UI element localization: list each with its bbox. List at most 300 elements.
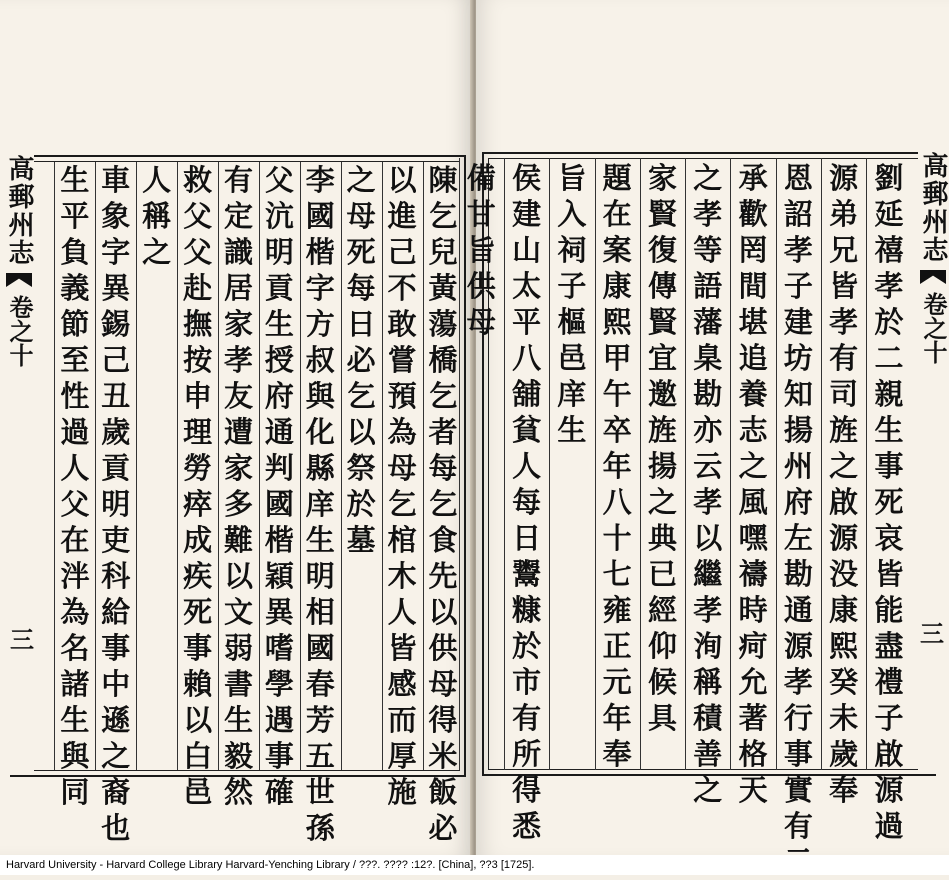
character: 庠 bbox=[557, 377, 587, 411]
juan-label: 卷之十 bbox=[919, 292, 948, 364]
character: 邑 bbox=[557, 341, 587, 375]
character: 異 bbox=[101, 271, 131, 305]
character: 哀 bbox=[874, 521, 904, 555]
character: 有 bbox=[223, 163, 253, 197]
character: 入 bbox=[557, 197, 587, 231]
character: 母 bbox=[428, 667, 458, 701]
character: 旌 bbox=[829, 413, 859, 447]
text-column bbox=[870, 160, 908, 843]
character: 能 bbox=[874, 593, 904, 627]
character: 勞 bbox=[183, 451, 213, 485]
character: 午 bbox=[602, 377, 632, 411]
character: 過 bbox=[60, 415, 90, 449]
character: 之 bbox=[693, 161, 723, 195]
character: 有 bbox=[512, 701, 542, 735]
character: 事 bbox=[783, 737, 813, 771]
character: 祭 bbox=[346, 451, 376, 485]
character: 乞 bbox=[428, 487, 458, 521]
character: 國 bbox=[305, 631, 335, 665]
character: 識 bbox=[223, 235, 253, 269]
character: 稱 bbox=[693, 665, 723, 699]
character: 未 bbox=[829, 701, 859, 735]
book-title: 高郵州志 bbox=[4, 155, 34, 267]
character: 揚 bbox=[647, 449, 677, 483]
character: 書 bbox=[223, 667, 253, 701]
character: 旨 bbox=[466, 233, 496, 267]
character: 中 bbox=[101, 667, 131, 701]
library-credit-footer: Harvard University - Harvard College Library Harvard-Yenching Library / ???. ???? :12?. [China], ??3 [1725]. bbox=[0, 855, 949, 875]
character: 旨 bbox=[557, 161, 587, 195]
character: 明 bbox=[264, 235, 294, 269]
character: 七 bbox=[602, 557, 632, 591]
character: 仰 bbox=[647, 629, 677, 663]
column-rule bbox=[259, 162, 260, 770]
character: 母 bbox=[387, 451, 417, 485]
text-column bbox=[508, 160, 546, 843]
text-column bbox=[138, 162, 176, 762]
column-rule bbox=[685, 158, 686, 770]
character: 恩 bbox=[783, 161, 813, 195]
character: 名 bbox=[60, 631, 90, 665]
character: 得 bbox=[428, 703, 458, 737]
text-column bbox=[97, 162, 135, 845]
character: 之 bbox=[829, 449, 859, 483]
character: 格 bbox=[738, 737, 768, 771]
column-rule bbox=[136, 162, 137, 770]
text-column bbox=[689, 160, 727, 807]
character: 源 bbox=[783, 629, 813, 663]
character: 實 bbox=[783, 773, 813, 807]
character: 以 bbox=[183, 703, 213, 737]
character: 確 bbox=[264, 775, 294, 809]
character: 孝 bbox=[693, 197, 723, 231]
character: 嗜 bbox=[264, 631, 294, 665]
character: 多 bbox=[223, 487, 253, 521]
character: 在 bbox=[60, 523, 90, 557]
character: 楷 bbox=[305, 235, 335, 269]
character: 具 bbox=[647, 701, 677, 735]
character: 嘿 bbox=[738, 521, 768, 555]
character: 黃 bbox=[428, 271, 458, 305]
character: 與 bbox=[60, 739, 90, 773]
character: 以 bbox=[693, 521, 723, 555]
character: 勘 bbox=[693, 377, 723, 411]
character: 敢 bbox=[387, 307, 417, 341]
column-rule bbox=[218, 162, 219, 770]
character: 熙 bbox=[829, 629, 859, 663]
character: 難 bbox=[223, 523, 253, 557]
character: 乞 bbox=[428, 199, 458, 233]
character: 奉 bbox=[602, 737, 632, 771]
character: 之 bbox=[693, 773, 723, 807]
character: 亦 bbox=[693, 413, 723, 447]
character: 救 bbox=[183, 163, 213, 197]
character: 啟 bbox=[874, 737, 904, 771]
text-column bbox=[260, 162, 298, 809]
character: 時 bbox=[738, 593, 768, 627]
character: 父 bbox=[264, 163, 294, 197]
character: 語 bbox=[693, 269, 723, 303]
character: 十 bbox=[602, 521, 632, 555]
character: 臬 bbox=[693, 341, 723, 375]
character: 先 bbox=[428, 559, 458, 593]
character: 事 bbox=[183, 631, 213, 665]
character: 乞 bbox=[346, 379, 376, 413]
character: 過 bbox=[874, 809, 904, 843]
character: 赴 bbox=[183, 271, 213, 305]
character: 之 bbox=[738, 449, 768, 483]
character: 米 bbox=[428, 739, 458, 773]
character: 賢 bbox=[647, 305, 677, 339]
character: 己 bbox=[101, 343, 131, 377]
character: 風 bbox=[738, 485, 768, 519]
character: 已 bbox=[647, 557, 677, 591]
character: 父 bbox=[60, 487, 90, 521]
character: 平 bbox=[512, 305, 542, 339]
character: 養 bbox=[738, 377, 768, 411]
character: 家 bbox=[223, 451, 253, 485]
column-rule bbox=[54, 162, 55, 770]
character: 元 bbox=[602, 665, 632, 699]
character: 義 bbox=[60, 271, 90, 305]
character: 樞 bbox=[557, 305, 587, 339]
column-rule bbox=[382, 162, 383, 770]
column-rule bbox=[730, 158, 731, 770]
character: 學 bbox=[264, 667, 294, 701]
character: 復 bbox=[647, 233, 677, 267]
character: 等 bbox=[693, 233, 723, 267]
column-rule bbox=[776, 158, 777, 770]
column-rule bbox=[300, 162, 301, 770]
character: 孫 bbox=[305, 811, 335, 845]
character: 然 bbox=[223, 775, 253, 809]
character: 知 bbox=[783, 377, 813, 411]
character: 宜 bbox=[647, 341, 677, 375]
character: 家 bbox=[647, 161, 677, 195]
character: 卒 bbox=[602, 413, 632, 447]
character: 橋 bbox=[428, 343, 458, 377]
character: 邀 bbox=[647, 377, 677, 411]
text-column bbox=[779, 160, 817, 843]
character: 供 bbox=[428, 631, 458, 665]
character: 給 bbox=[101, 595, 131, 629]
character: 李 bbox=[305, 163, 335, 197]
character: 甲 bbox=[602, 341, 632, 375]
character: 傳 bbox=[647, 269, 677, 303]
character: 白 bbox=[183, 739, 213, 773]
character: 吏 bbox=[101, 523, 131, 557]
character: 穎 bbox=[264, 559, 294, 593]
text-column bbox=[825, 160, 863, 807]
character: 父 bbox=[183, 235, 213, 269]
character: 山 bbox=[512, 233, 542, 267]
character: 必 bbox=[346, 343, 376, 377]
character: 進 bbox=[387, 199, 417, 233]
book-title: 高郵州志 bbox=[918, 152, 948, 264]
column-rule bbox=[549, 158, 550, 770]
character: 經 bbox=[647, 593, 677, 627]
character: 糠 bbox=[512, 593, 542, 627]
character: 乞 bbox=[428, 379, 458, 413]
character: 孝 bbox=[693, 485, 723, 519]
character: 源 bbox=[829, 521, 859, 555]
text-column bbox=[220, 162, 258, 809]
character: 己 bbox=[387, 235, 417, 269]
character: 木 bbox=[387, 559, 417, 593]
character: 生 bbox=[264, 307, 294, 341]
character: 貢 bbox=[264, 271, 294, 305]
character: 人 bbox=[142, 163, 172, 197]
character: 於 bbox=[512, 629, 542, 663]
character: 者 bbox=[428, 415, 458, 449]
character: 理 bbox=[183, 415, 213, 449]
character: 得 bbox=[512, 773, 542, 807]
character: 飯 bbox=[428, 775, 458, 809]
character: 厚 bbox=[387, 739, 417, 773]
character: 撫 bbox=[183, 307, 213, 341]
text-column bbox=[553, 160, 591, 760]
character: 盡 bbox=[874, 629, 904, 663]
character: 子 bbox=[783, 269, 813, 303]
character: 源 bbox=[829, 161, 859, 195]
character: 旌 bbox=[647, 413, 677, 447]
character: 春 bbox=[305, 667, 335, 701]
character: 貢 bbox=[101, 451, 131, 485]
character: 節 bbox=[60, 307, 90, 341]
character: 母 bbox=[346, 199, 376, 233]
character: 遇 bbox=[264, 703, 294, 737]
character: 没 bbox=[829, 557, 859, 591]
character: 性 bbox=[60, 379, 90, 413]
character: 錫 bbox=[101, 307, 131, 341]
character: 之 bbox=[647, 485, 677, 519]
character: 之 bbox=[346, 163, 376, 197]
character: 奉 bbox=[829, 773, 859, 807]
character: 善 bbox=[693, 737, 723, 771]
character: 化 bbox=[305, 415, 335, 449]
text-column bbox=[598, 160, 636, 771]
character: 按 bbox=[183, 343, 213, 377]
character: 賴 bbox=[183, 667, 213, 701]
character: 熙 bbox=[602, 305, 632, 339]
character: 生 bbox=[223, 703, 253, 737]
character: 孝 bbox=[783, 233, 813, 267]
character: 府 bbox=[783, 485, 813, 519]
character: 事 bbox=[101, 631, 131, 665]
character: 母 bbox=[466, 305, 496, 339]
character: 國 bbox=[305, 199, 335, 233]
character: 侯 bbox=[512, 161, 542, 195]
character: 泮 bbox=[60, 559, 90, 593]
character: 備 bbox=[466, 161, 496, 195]
column-rule bbox=[341, 162, 342, 770]
character: 悉 bbox=[512, 809, 542, 843]
character: 弟 bbox=[829, 197, 859, 231]
character: 建 bbox=[783, 305, 813, 339]
character: 歲 bbox=[101, 415, 131, 449]
character: 文 bbox=[223, 595, 253, 629]
character: 遜 bbox=[101, 703, 131, 737]
character: 至 bbox=[60, 343, 90, 377]
character: 友 bbox=[223, 379, 253, 413]
character: 康 bbox=[829, 593, 859, 627]
text-column bbox=[462, 160, 500, 760]
character: 稱 bbox=[142, 199, 172, 233]
character: 揚 bbox=[783, 413, 813, 447]
character: 生 bbox=[60, 703, 90, 737]
character: 施 bbox=[387, 775, 417, 809]
character: 甘 bbox=[466, 197, 496, 231]
text-column bbox=[301, 162, 339, 845]
character: 之 bbox=[101, 739, 131, 773]
character: 通 bbox=[783, 593, 813, 627]
character: 洵 bbox=[693, 629, 723, 663]
character: 每 bbox=[346, 271, 376, 305]
character: 題 bbox=[602, 161, 632, 195]
character: 追 bbox=[738, 341, 768, 375]
character: 二 bbox=[874, 341, 904, 375]
character: 異 bbox=[264, 595, 294, 629]
character: 成 bbox=[183, 523, 213, 557]
character: 案 bbox=[602, 233, 632, 267]
character: 嘗 bbox=[387, 343, 417, 377]
character: 建 bbox=[512, 197, 542, 231]
character: 雍 bbox=[602, 593, 632, 627]
character: 感 bbox=[387, 667, 417, 701]
character: 相 bbox=[305, 595, 335, 629]
character: 舖 bbox=[512, 377, 542, 411]
character: 疴 bbox=[738, 629, 768, 663]
character: 典 bbox=[647, 521, 677, 555]
character: 候 bbox=[647, 665, 677, 699]
character: 貧 bbox=[512, 413, 542, 447]
character: 五 bbox=[305, 739, 335, 773]
character: 疾 bbox=[183, 559, 213, 593]
character: 每 bbox=[428, 451, 458, 485]
character: 生 bbox=[557, 413, 587, 447]
character: 親 bbox=[874, 377, 904, 411]
character: 明 bbox=[305, 559, 335, 593]
character: 為 bbox=[387, 415, 417, 449]
character: 蕩 bbox=[428, 307, 458, 341]
character: 源 bbox=[874, 773, 904, 807]
character: 沆 bbox=[264, 199, 294, 233]
character: 子 bbox=[557, 269, 587, 303]
character: 有 bbox=[783, 809, 813, 843]
character: 每 bbox=[512, 485, 542, 519]
text-column bbox=[383, 162, 421, 809]
character: 為 bbox=[60, 595, 90, 629]
character: 弱 bbox=[223, 631, 253, 665]
character: 以 bbox=[223, 559, 253, 593]
character: 所 bbox=[512, 737, 542, 771]
character: 丑 bbox=[101, 379, 131, 413]
character: 禧 bbox=[874, 233, 904, 267]
character: 負 bbox=[60, 235, 90, 269]
character: 科 bbox=[101, 559, 131, 593]
character: 事 bbox=[874, 449, 904, 483]
character: 藩 bbox=[693, 305, 723, 339]
juan-label: 卷之十 bbox=[5, 295, 34, 367]
character: 兒 bbox=[428, 235, 458, 269]
character: 繼 bbox=[693, 557, 723, 591]
character: 志 bbox=[738, 413, 768, 447]
character: 字 bbox=[101, 235, 131, 269]
character: 劉 bbox=[874, 161, 904, 195]
character: 延 bbox=[874, 197, 904, 231]
character: 居 bbox=[223, 271, 253, 305]
character: 通 bbox=[264, 415, 294, 449]
character: 裔 bbox=[101, 775, 131, 809]
character: 日 bbox=[346, 307, 376, 341]
column-rule bbox=[177, 162, 178, 770]
character: 允 bbox=[738, 665, 768, 699]
character: 預 bbox=[387, 379, 417, 413]
character: 生 bbox=[874, 413, 904, 447]
column-rule bbox=[504, 158, 505, 770]
character: 賢 bbox=[647, 197, 677, 231]
character: 與 bbox=[305, 379, 335, 413]
character: 著 bbox=[738, 701, 768, 735]
character: 子 bbox=[874, 701, 904, 735]
character: 生 bbox=[305, 523, 335, 557]
column-rule bbox=[595, 158, 596, 770]
character: 毅 bbox=[223, 739, 253, 773]
character: 陳 bbox=[428, 163, 458, 197]
character: 判 bbox=[264, 451, 294, 485]
character: 太 bbox=[512, 269, 542, 303]
character: 而 bbox=[387, 703, 417, 737]
column-rule bbox=[640, 158, 641, 770]
text-column bbox=[424, 162, 462, 845]
character: 也 bbox=[101, 811, 131, 845]
character: 云 bbox=[693, 449, 723, 483]
character: 人 bbox=[512, 449, 542, 483]
character: 乞 bbox=[387, 487, 417, 521]
character: 供 bbox=[466, 269, 496, 303]
character: 不 bbox=[387, 271, 417, 305]
text-column bbox=[644, 160, 682, 760]
character: 定 bbox=[223, 199, 253, 233]
character: 兄 bbox=[829, 233, 859, 267]
character: 禱 bbox=[738, 557, 768, 591]
character: 生 bbox=[60, 163, 90, 197]
character: 象 bbox=[101, 199, 131, 233]
character: 詔 bbox=[783, 197, 813, 231]
character: 孝 bbox=[874, 269, 904, 303]
character: 有 bbox=[829, 341, 859, 375]
character: 死 bbox=[346, 235, 376, 269]
character: 方 bbox=[305, 307, 335, 341]
character: 人 bbox=[387, 595, 417, 629]
character: 邑 bbox=[183, 775, 213, 809]
character: 年 bbox=[602, 701, 632, 735]
character: 祠 bbox=[557, 233, 587, 267]
character: 歲 bbox=[829, 737, 859, 771]
character: 墓 bbox=[346, 523, 376, 557]
character: 世 bbox=[305, 775, 335, 809]
character: 孝 bbox=[829, 305, 859, 339]
character: 芳 bbox=[305, 703, 335, 737]
character: 孝 bbox=[783, 665, 813, 699]
character: 日 bbox=[512, 521, 542, 555]
character: 死 bbox=[874, 485, 904, 519]
character: 勘 bbox=[783, 557, 813, 591]
text-column bbox=[342, 162, 380, 762]
character: 諸 bbox=[60, 667, 90, 701]
character: 啟 bbox=[829, 485, 859, 519]
character: 司 bbox=[829, 377, 859, 411]
